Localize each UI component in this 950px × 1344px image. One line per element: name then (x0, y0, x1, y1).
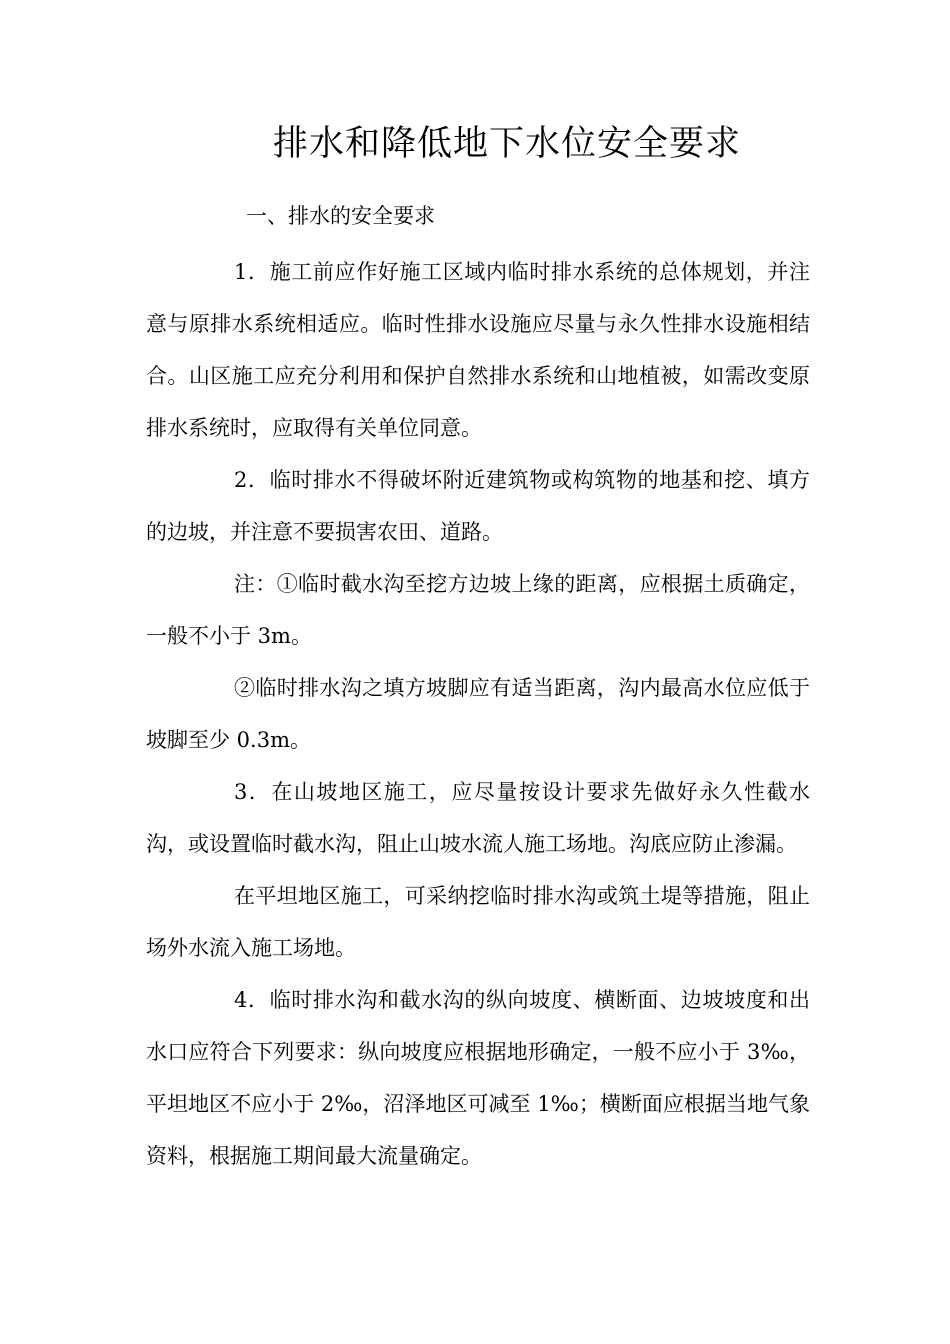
paragraph-1: 1．施工前应作好施工区域内临时排水系统的总体规划，并注意与原排水系统相适应。临时性排水设施应尽量与永久性排水设施相结合。山区施工应充分利用和保护自然排水系统和山地植被，如需改变原排水系统时，应取得有关单位同意。 (146, 260, 810, 440)
section-heading: 一、排水的安全要求 (246, 204, 435, 228)
document-title: 排水和降低地下水位安全要求 (272, 124, 741, 164)
paragraph-note-2: ②临时排水沟之填方坡脚应有适当距离，沟内最高水位应低于坡脚至少 0.3m。 (146, 676, 810, 752)
paragraph-4: 4．临时排水沟和截水沟的纵向坡度、横断面、边坡坡度和出水口应符合下列要求：纵向坡度应根据地形确定，一般不应小于 3‰，平坦地区不应小于 2‰，沼泽地区可减至 1‰；横断面应根据当地气象资料，根据施工期间最大流量确定。 (146, 988, 810, 1168)
document-body (146, 246, 810, 1182)
paragraph-note-1: 注：①临时截水沟至挖方边坡上缘的距离，应根据土质确定，一般不小于 3m。 (146, 572, 810, 648)
paragraph-2: 2．临时排水不得破坏附近建筑物或构筑物的地基和挖、填方的边坡，并注意不要损害农田、道路。 (146, 468, 810, 544)
paragraph-3-continued: 在平坦地区施工，可采纳挖临时排水沟或筑土堤等措施，阻止场外水流入施工场地。 (146, 884, 810, 960)
paragraph-3: 3．在山坡地区施工，应尽量按设计要求先做好永久性截水沟，或设置临时截水沟，阻止山坡水流人施工场地。沟底应防止渗漏。 (146, 780, 810, 856)
